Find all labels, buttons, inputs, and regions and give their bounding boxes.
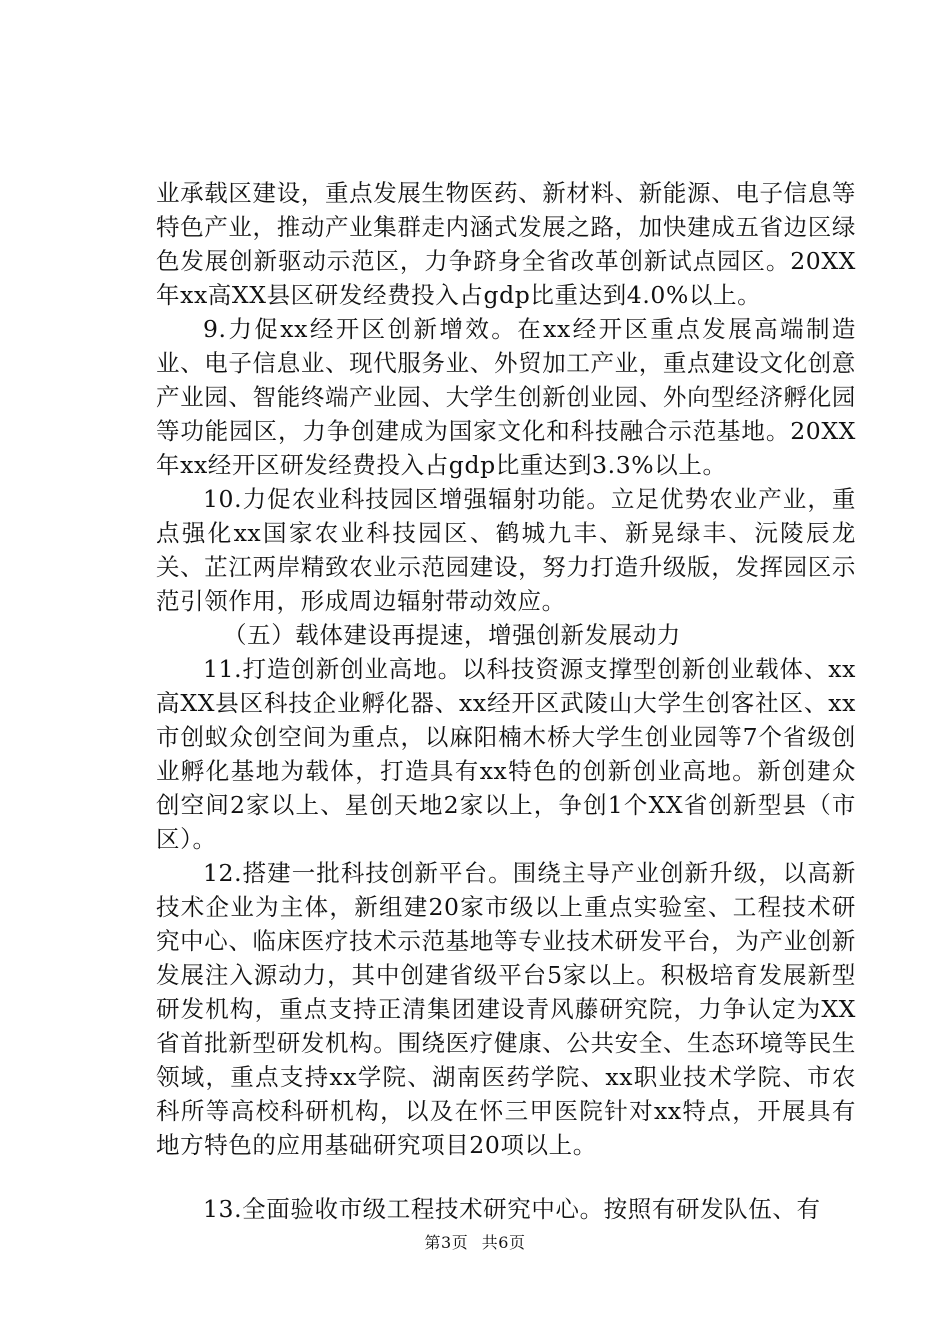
page-total: 共6页: [481, 1233, 526, 1252]
paragraph-continuation: 业承载区建设，重点发展生物医药、新材料、新能源、电子信息等特色产业，推动产业集群走内涵式发展之路，加快建成五省边区绿色发展创新驱动示范区，力争跻身全省改革创新试点园区。20XX年xx高XX县区研发经费投入占gdp比重达到4.0%以上。: [156, 179, 856, 309]
paragraph-item-12: 12.搭建一批科技创新平台。围绕主导产业创新升级，以高新技术企业为主体，新组建20家市级以上重点实验室、工程技术研究中心、临床医疗技术示范基地等专业技术研发平台，为产业创新发展注入源动力，其中创建省级平台5家以上。积极培育发展新型研发机构，重点支持正清集团建设青风藤研究院，力争认定为XX省首批新型研发机构。围绕医疗健康、公共安全、生态环境等民生领域，重点支持xx学院、湖南医药学院、xx职业技术学院、市农科所等高校科研机构，以及在怀三甲医院针对xx特点，开展具有地方特色的应用基础研究项目20项以上。: [156, 859, 856, 1159]
section-heading-5: （五）载体建设再提速，增强创新发展动力: [223, 621, 681, 649]
paragraph-item-10: 10.力促农业科技园区增强辐射功能。立足优势农业产业，重点强化xx国家农业科技园区、鹤城九丰、新晃绿丰、沅陵辰龙关、芷江两岸精致农业示范园建设，努力打造升级版，发挥园区示范引领作用，形成周边辐射带动效应。: [156, 485, 856, 615]
paragraph-item-13: 13.全面验收市级工程技术研究中心。按照有研发队伍、有: [203, 1195, 821, 1223]
page-footer: [0, 1233, 950, 1253]
paragraph-item-9: 9.力促xx经开区创新增效。在xx经开区重点发展高端制造业、电子信息业、现代服务业、外贸加工产业，重点建设文化创意产业园、智能终端产业园、大学生创新创业园、外向型经济孵化园等功能园区，力争创建成为国家文化和科技融合示范基地。20XX年xx经开区研发经费投入占gdp比重达到3.3%以上。: [156, 315, 856, 479]
document-body: [156, 176, 856, 1226]
page-number: 第3页: [424, 1233, 469, 1252]
paragraph-item-11: 11.打造创新创业高地。以科技资源支撑型创新创业载体、xx高XX县区科技企业孵化器、xx经开区武陵山大学生创客社区、xx市创蚁众创空间为重点，以麻阳楠木桥大学生创业园等7个省级创业孵化基地为载体，打造具有xx特色的创新创业高地。新创建众创空间2家以上、星创天地2家以上，争创1个XX省创新型县（市区）。: [156, 655, 856, 853]
